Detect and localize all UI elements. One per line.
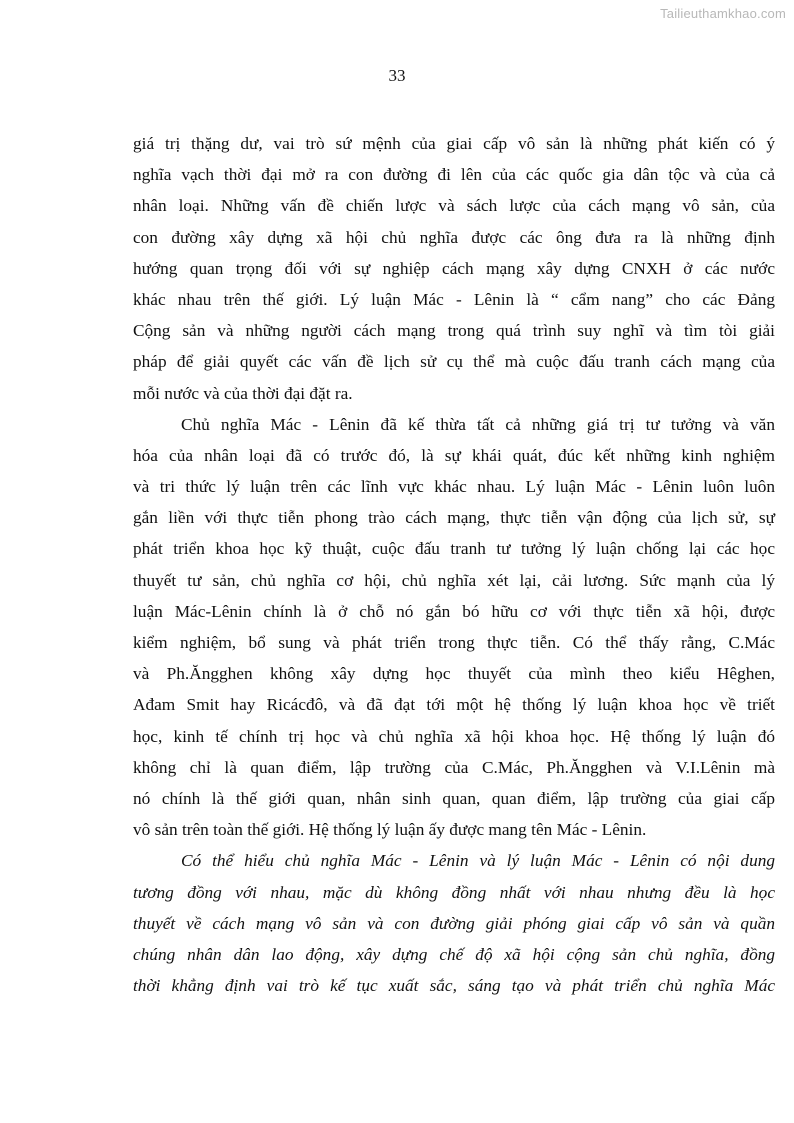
text-line: và tri thức lý luận trên các lĩnh vực khác nhau. Lý luận Mác - Lênin luôn luôn bbox=[133, 477, 775, 497]
paragraph-3 bbox=[133, 845, 775, 1001]
text-line: học, kinh tế chính trị học và chủ nghĩa xã hội khoa học. Hệ thống lý luận đó bbox=[133, 726, 775, 746]
text-line: chúng nhân dân lao động, xây dựng chế độ xã hội cộng sản chủ nghĩa, đồng bbox=[133, 944, 775, 964]
text-line: hóa của nhân loại đã có trước đó, là sự khái quát, đúc kết những kinh nghiệm bbox=[133, 445, 775, 465]
text-line: không chỉ là quan điểm, lập trường của C.Mác, Ph.Ăngghen và V.I.Lênin mà bbox=[133, 757, 775, 777]
page-number: 33 bbox=[388, 66, 406, 85]
text-line: khác nhau trên thế giới. Lý luận Mác - Lênin là “ cẩm nang” cho các Đảng bbox=[133, 289, 775, 309]
text-line: nó chính là thế giới quan, nhân sinh quan, quan điểm, lập trường của giai cấp bbox=[133, 788, 775, 808]
paragraph-2 bbox=[133, 409, 775, 846]
text-line: nhân loại. Những vấn đề chiến lược và sách lược của cách mạng vô sản, của bbox=[133, 196, 775, 216]
text-line: giá trị thặng dư, vai trò sứ mệnh của giai cấp vô sản là những phát kiến có ý bbox=[133, 134, 775, 153]
text-line: Chủ nghĩa Mác - Lênin đã kế thừa tất cả những giá trị tư tưởng và văn bbox=[181, 414, 775, 434]
paragraph-1 bbox=[133, 128, 775, 409]
text-line: tương đồng với nhau, mặc dù không đồng nhất với nhau nhưng đều là học bbox=[133, 882, 775, 902]
text-line: kiểm nghiệm, bổ sung và phát triển trong thực tiễn. Có thể thấy rằng, C.Mác bbox=[133, 633, 775, 652]
text-line: vô sản trên toàn thế giới. Hệ thống lý luận ấy được mang tên Mác - Lênin. bbox=[133, 820, 647, 840]
text-line: luận Mác-Lênin chính là ở chỗ nó gắn bó hữu cơ với thực tiễn xã hội, được bbox=[133, 601, 775, 621]
text-line: Có thể hiểu chủ nghĩa Mác - Lênin và lý luận Mác - Lênin có nội dung bbox=[181, 851, 775, 871]
text-line: Ađam Smit hay Ricácđô, và đã đạt tới một hệ thống lý luận khoa học về triết bbox=[133, 695, 775, 715]
text-line: thuyết tư sản, chủ nghĩa cơ hội, chủ nghĩa xét lại, cải lương. Sức mạnh của lý bbox=[133, 570, 775, 590]
text-line: và Ph.Ăngghen không xây dựng học thuyết của mình theo kiểu Hêghen, bbox=[133, 664, 775, 684]
document-body bbox=[133, 128, 775, 1001]
text-line: gắn liền với thực tiễn phong trào cách mạng, thực tiễn vận động của lịch sử, sự bbox=[133, 508, 775, 528]
text-line: Cộng sản và những người cách mạng trong quá trình suy nghĩ và tìm tòi giải bbox=[133, 321, 775, 341]
text-line: mỗi nước và của thời đại đặt ra. bbox=[133, 383, 353, 403]
text-line: phát triển khoa học kỹ thuật, cuộc đấu tranh tư tưởng lý luận chống lại các học bbox=[133, 539, 775, 559]
text-line: con đường xây dựng xã hội chủ nghĩa được các ông đưa ra là những định bbox=[133, 227, 775, 247]
text-line: hướng quan trọng đối với sự nghiệp cách mạng xây dựng CNXH ở các nước bbox=[133, 258, 775, 278]
text-line: thời khẳng định vai trò kế tục xuất sắc, sáng tạo và phát triển chủ nghĩa Mác bbox=[133, 976, 775, 996]
text-line: nghĩa vạch thời đại mở ra con đường đi lên của các quốc gia dân tộc và của cả bbox=[133, 165, 775, 185]
text-line: pháp để giải quyết các vấn đề lịch sử cụ thể mà cuộc đấu tranh cách mạng của bbox=[133, 352, 775, 372]
watermark: Tailieuthamkhao.com bbox=[660, 6, 786, 21]
text-line: thuyết về cách mạng vô sản và con đường giải phóng giai cấp vô sản và quần bbox=[133, 913, 775, 933]
